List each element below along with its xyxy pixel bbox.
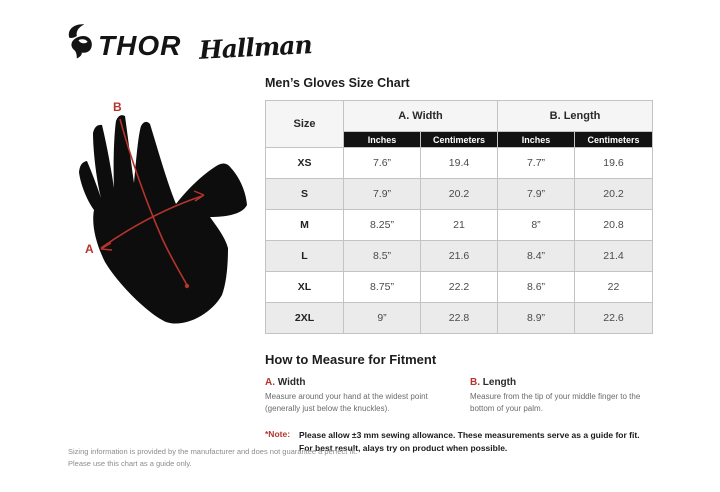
how-to-measure-section bbox=[265, 352, 653, 456]
size-chart-title: Men’s Gloves Size Chart bbox=[265, 76, 410, 90]
length-cm-cell: 22 bbox=[575, 272, 653, 303]
width-inches-cell: 8.75” bbox=[344, 272, 421, 303]
column-group-width: A. Width bbox=[344, 101, 498, 132]
marker-b-label: B bbox=[113, 100, 122, 114]
width-inches-cell: 9” bbox=[344, 303, 421, 334]
length-inches-cell: 8” bbox=[498, 210, 575, 241]
width-cm-cell: 21 bbox=[421, 210, 498, 241]
size-chart-section bbox=[265, 76, 653, 456]
note-label: *Note: bbox=[265, 429, 291, 440]
measure-width-title: Width bbox=[277, 377, 306, 388]
measure-length-title: Length bbox=[482, 377, 517, 388]
unit-header-length-cm: Centimeters bbox=[575, 132, 653, 148]
size-label-cell: 2XL bbox=[266, 303, 344, 334]
hand-silhouette-shape bbox=[79, 115, 247, 323]
width-inches-cell: 8.5” bbox=[344, 241, 421, 272]
size-label-cell: S bbox=[266, 179, 344, 210]
note-text: Please allow ±3 mm sewing allowance. These measurements serve as a guide for fit. For best result, alays try on product when possible. bbox=[299, 430, 640, 454]
thor-logo bbox=[66, 22, 181, 60]
disclaimer-line2: Please use this chart as a guide only. bbox=[68, 459, 192, 468]
how-to-measure-heading: How to Measure for Fitment bbox=[265, 352, 437, 367]
length-inches-cell: 7.7” bbox=[498, 148, 575, 179]
measure-length-column bbox=[470, 377, 653, 414]
disclaimer-line1: Sizing information is provided by the manufacturer and does not guarantee a perfect fit. bbox=[68, 447, 358, 456]
hallman-logo-text: Hallman bbox=[198, 30, 313, 65]
width-cm-cell: 19.4 bbox=[421, 148, 498, 179]
brand-logos bbox=[66, 22, 313, 65]
length-inches-cell: 7.9” bbox=[498, 179, 575, 210]
length-inches-cell: 8.6” bbox=[498, 272, 575, 303]
length-cm-cell: 21.4 bbox=[575, 241, 653, 272]
width-cm-cell: 20.2 bbox=[421, 179, 498, 210]
size-chart-table bbox=[265, 100, 653, 334]
measure-width-column bbox=[265, 377, 470, 414]
measure-length-letter: B. bbox=[470, 377, 480, 388]
measure-length-label bbox=[470, 377, 653, 388]
size-label-cell: XS bbox=[266, 148, 344, 179]
width-inches-cell: 7.6” bbox=[344, 148, 421, 179]
length-inches-cell: 8.4” bbox=[498, 241, 575, 272]
measure-width-text: Measure around your hand at the widest point (generally just below the knuckles). bbox=[265, 392, 428, 413]
column-header-size: Size bbox=[266, 101, 344, 148]
size-table-row bbox=[266, 148, 653, 179]
measure-width-letter: A. bbox=[265, 377, 275, 388]
unit-header-width-inches: Inches bbox=[344, 132, 421, 148]
size-table-row bbox=[266, 272, 653, 303]
width-cm-cell: 21.6 bbox=[421, 241, 498, 272]
size-table-row bbox=[266, 210, 653, 241]
length-cm-cell: 19.6 bbox=[575, 148, 653, 179]
marker-a-label: A bbox=[85, 242, 94, 256]
size-table-row bbox=[266, 179, 653, 210]
size-label-cell: L bbox=[266, 241, 344, 272]
width-inches-cell: 7.9” bbox=[344, 179, 421, 210]
unit-header-length-inches: Inches bbox=[498, 132, 575, 148]
sizing-disclaimer bbox=[68, 446, 357, 470]
thor-helmet-icon bbox=[66, 22, 96, 60]
length-cm-cell: 20.2 bbox=[575, 179, 653, 210]
measure-width-label bbox=[265, 377, 470, 388]
thor-logo-text: THOR bbox=[98, 30, 182, 61]
glove-measurement-figure bbox=[56, 84, 262, 340]
width-inches-cell: 8.25” bbox=[344, 210, 421, 241]
measure-length-text: Measure from the tip of your middle finger to the bottom of your palm. bbox=[470, 392, 641, 413]
size-table-row bbox=[266, 241, 653, 272]
size-label-cell: XL bbox=[266, 272, 344, 303]
column-group-length: B. Length bbox=[498, 101, 653, 132]
length-inches-cell: 8.9” bbox=[498, 303, 575, 334]
unit-header-width-cm: Centimeters bbox=[421, 132, 498, 148]
size-label-cell: M bbox=[266, 210, 344, 241]
length-cm-cell: 22.6 bbox=[575, 303, 653, 334]
width-cm-cell: 22.2 bbox=[421, 272, 498, 303]
length-line-endpoint bbox=[185, 284, 189, 288]
size-table-row bbox=[266, 303, 653, 334]
length-cm-cell: 20.8 bbox=[575, 210, 653, 241]
width-cm-cell: 22.8 bbox=[421, 303, 498, 334]
